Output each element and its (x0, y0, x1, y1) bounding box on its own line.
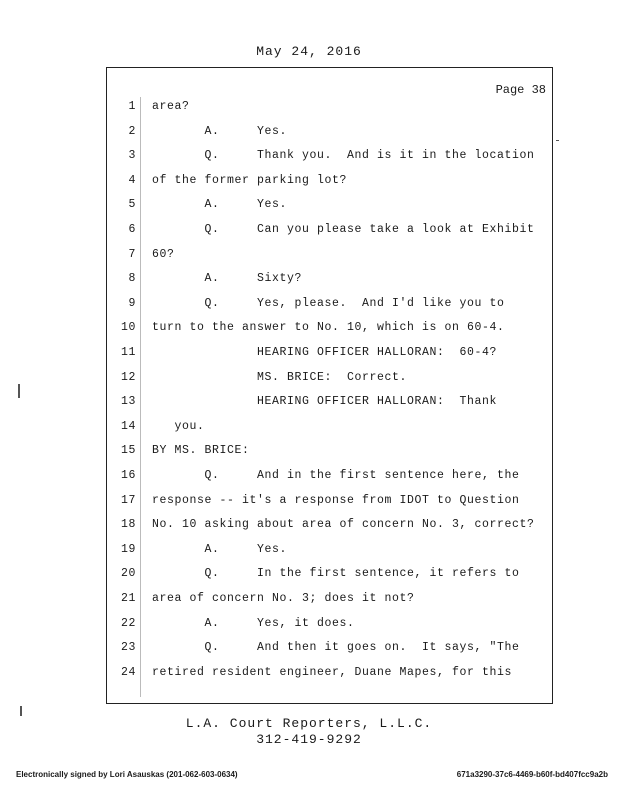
line-number: 10 (120, 321, 136, 335)
transcript-line (106, 641, 553, 665)
line-number: 4 (128, 173, 136, 187)
line-text: A. Yes. (152, 542, 288, 556)
line-text: turn to the answer to No. 10, which is on 60-4. (152, 321, 505, 335)
line-number: 16 (120, 469, 136, 482)
transcript-line (106, 494, 553, 518)
transcript-line (106, 518, 553, 542)
line-number: 20 (120, 567, 136, 581)
line-number: 24 (120, 665, 136, 679)
court-reporter-name: L.A. Court Reporters, L.L.C. (185, 716, 433, 731)
line-text: A. Sixty? (152, 272, 303, 286)
line-text: HEARING OFFICER HALLORAN: Thank (152, 395, 498, 409)
line-text: MS. BRICE: Correct. (152, 370, 408, 384)
transcript-line (106, 100, 553, 124)
line-number: 22 (120, 616, 136, 630)
transcript-line (106, 444, 553, 468)
line-text: Q. Can you please take a look at Exhibit (152, 223, 535, 236)
transcript-line (106, 592, 553, 616)
transcript-line (106, 666, 553, 690)
line-number: 15 (120, 444, 136, 458)
line-text: Q. And then it goes on. It says, "The (152, 641, 520, 655)
line-text: area? (152, 100, 190, 113)
line-text: BY MS. BRICE: (152, 444, 250, 458)
transcript-line (106, 617, 553, 641)
transcript-line (106, 297, 553, 321)
line-number: 23 (120, 641, 136, 655)
transcript-line (106, 125, 553, 149)
transcript-line (106, 321, 553, 345)
line-text: A. Yes. (152, 124, 288, 138)
transcript-line (106, 223, 553, 247)
line-number: 18 (120, 518, 136, 532)
transcript-line (106, 371, 553, 395)
transcript-line (106, 149, 553, 173)
line-number: 7 (128, 247, 136, 261)
scan-speck (18, 384, 20, 398)
scan-speck (556, 140, 559, 141)
line-text: you. (152, 419, 205, 433)
line-text: Q. In the first sentence, it refers to (152, 567, 520, 581)
line-text: No. 10 asking about area of concern No. 3, correct? (152, 518, 535, 532)
transcript-line (106, 420, 553, 444)
line-number: 9 (128, 296, 136, 310)
document-id: 671a3290-37c6-4469-b60f-bd407fcc9a2b (456, 770, 608, 779)
court-reporter-phone: 312-419-9292 (256, 732, 362, 747)
line-number: 11 (120, 346, 136, 359)
line-number: 3 (128, 149, 136, 163)
transcript-line (106, 174, 553, 198)
line-number: 5 (128, 198, 136, 212)
line-number: 14 (120, 419, 136, 433)
line-text: response -- it's a response from IDOT to Question (152, 493, 520, 507)
line-text: Q. Yes, please. And I'd like you to (152, 296, 505, 310)
page-number: Page 38 (495, 83, 546, 97)
transcript-line (106, 567, 553, 591)
line-text: Q. And in the first sentence here, the (152, 469, 520, 482)
line-text: retired resident engineer, Duane Mapes, for this (152, 665, 513, 679)
line-number: 12 (120, 370, 136, 384)
line-number: 17 (120, 493, 136, 507)
line-text: A. Yes, it does. (152, 616, 355, 630)
scan-speck (20, 706, 22, 716)
line-text: 60? (152, 247, 175, 261)
line-number: 2 (128, 124, 136, 138)
line-number: 13 (120, 395, 136, 409)
line-text: HEARING OFFICER HALLORAN: 60-4? (152, 346, 498, 359)
electronic-signature-note: Electronically signed by Lori Asauskas (201-062-603-0634) (16, 770, 238, 779)
line-number: 8 (128, 272, 136, 286)
transcript-line (106, 469, 553, 493)
line-text: of the former parking lot? (152, 173, 348, 187)
transcript-line (106, 198, 553, 222)
line-text: A. Yes. (152, 198, 288, 212)
transcript-line (106, 346, 553, 370)
line-number: 19 (120, 542, 136, 556)
transcript-line (106, 272, 553, 296)
transcript-date: May 24, 2016 (256, 44, 362, 59)
line-number: 1 (128, 100, 136, 113)
transcript-line (106, 543, 553, 567)
transcript-line (106, 395, 553, 419)
line-text: Q. Thank you. And is it in the location (152, 149, 535, 163)
line-number: 6 (128, 223, 136, 236)
line-number: 21 (120, 592, 136, 605)
transcript-line (106, 248, 553, 272)
line-text: area of concern No. 3; does it not? (152, 592, 415, 605)
